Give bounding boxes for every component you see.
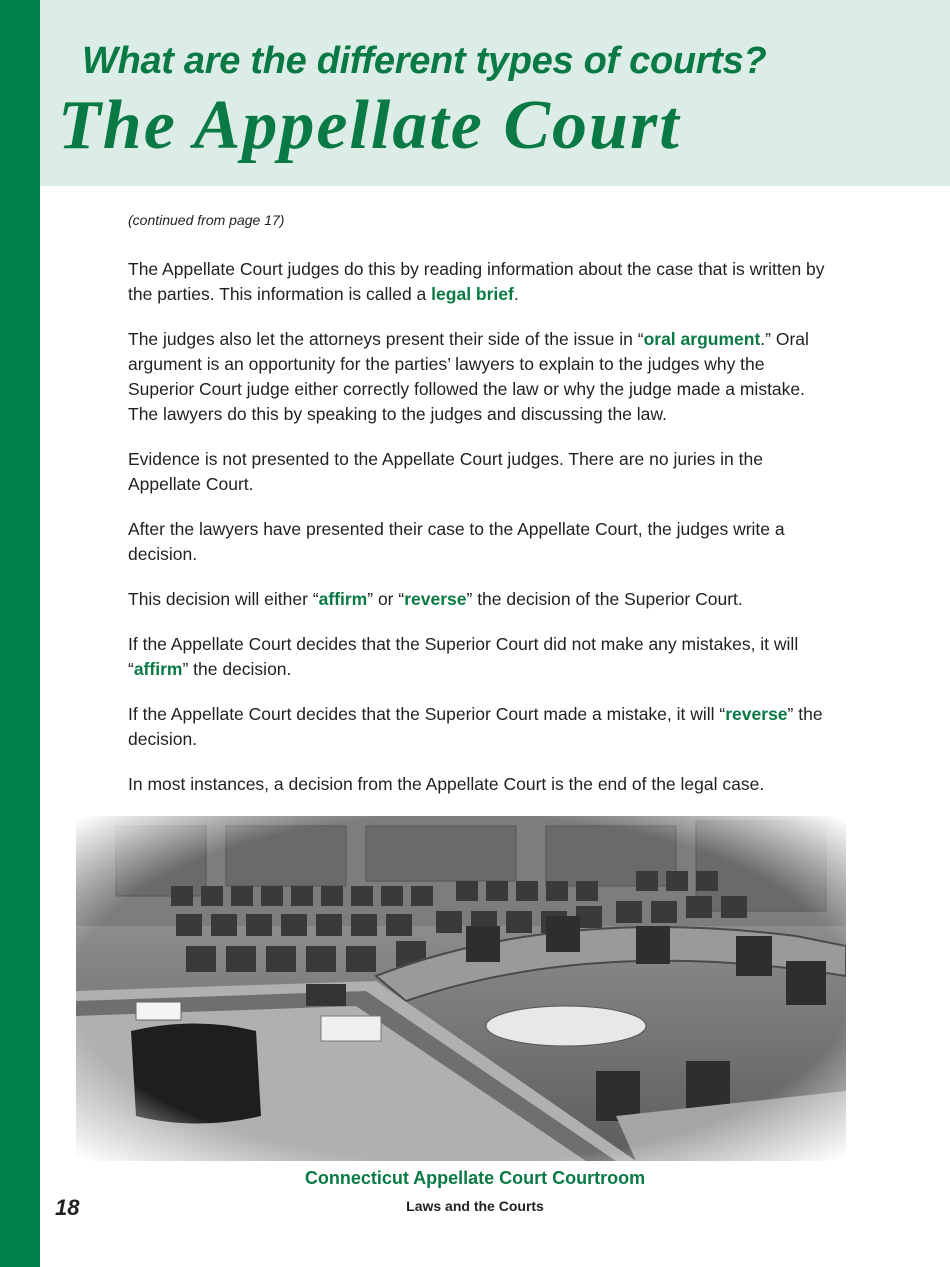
- paragraph-text: ” the decision of the Superior Court.: [466, 589, 743, 609]
- paragraph: [128, 447, 828, 497]
- paragraph-text: .: [513, 284, 519, 304]
- key-term: reverse: [725, 704, 788, 724]
- paragraph: [128, 587, 828, 612]
- paragraph: [128, 257, 828, 307]
- continued-note: (continued from page 17): [128, 212, 285, 228]
- body-content: [128, 208, 828, 817]
- paragraph-text: In most instances, a decision from the Appellate Court is the end of the legal case.: [128, 774, 765, 794]
- paragraph-text: The judges also let the attorneys present their side of the issue in “: [128, 329, 644, 349]
- paragraph-text: If the Appellate Court decides that the Superior Court made a mistake, it will “: [128, 704, 726, 724]
- key-term: reverse: [404, 589, 467, 609]
- key-term: legal brief: [431, 284, 514, 304]
- paragraph-text: .” Oral argument is an opportunity for the parties’ lawyers to explain to the judges why the Superior Court judge either correctly followed the law or why the judge made a mistake. The lawyers do this by speaking to the judges and discussing the law.: [128, 329, 809, 424]
- paragraph-text: The Appellate Court judges do this by reading information about the case that is written by the parties. This information is called a: [128, 259, 825, 304]
- header-question: What are the different types of courts?: [82, 40, 767, 82]
- paragraph: [128, 517, 828, 567]
- paragraph-text: ” the decision.: [182, 659, 292, 679]
- paragraph-list: [128, 257, 828, 797]
- key-term: affirm: [318, 589, 368, 609]
- page-number: 18: [55, 1195, 80, 1220]
- footer-title: Laws and the Courts: [406, 1198, 544, 1214]
- page-title: The Appellate Court: [58, 87, 681, 164]
- paragraph-text: If the Appellate Court decides that the Superior Court did not make any mistakes, it will “: [128, 634, 799, 679]
- paragraph-text: Evidence is not presented to the Appellate Court judges. There are no juries in the Appellate Court.: [128, 449, 763, 494]
- photo-caption: Connecticut Appellate Court Courtroom: [304, 1168, 646, 1188]
- page-header: [40, 0, 950, 186]
- paragraph-text: After the lawyers have presented their case to the Appellate Court, the judges write a decision.: [128, 519, 785, 564]
- paragraph: [128, 772, 828, 797]
- paragraph: [128, 632, 828, 682]
- paragraph-text: ” or “: [367, 589, 405, 609]
- key-term: oral argument: [643, 329, 761, 349]
- paragraph-text: This decision will either “: [128, 589, 319, 609]
- courtroom-photo: [76, 816, 846, 1161]
- left-accent-bar: [0, 0, 40, 1267]
- key-term: affirm: [133, 659, 183, 679]
- paragraph: [128, 702, 828, 752]
- paragraph-text: ” the decision.: [128, 704, 823, 749]
- paragraph: [128, 327, 828, 427]
